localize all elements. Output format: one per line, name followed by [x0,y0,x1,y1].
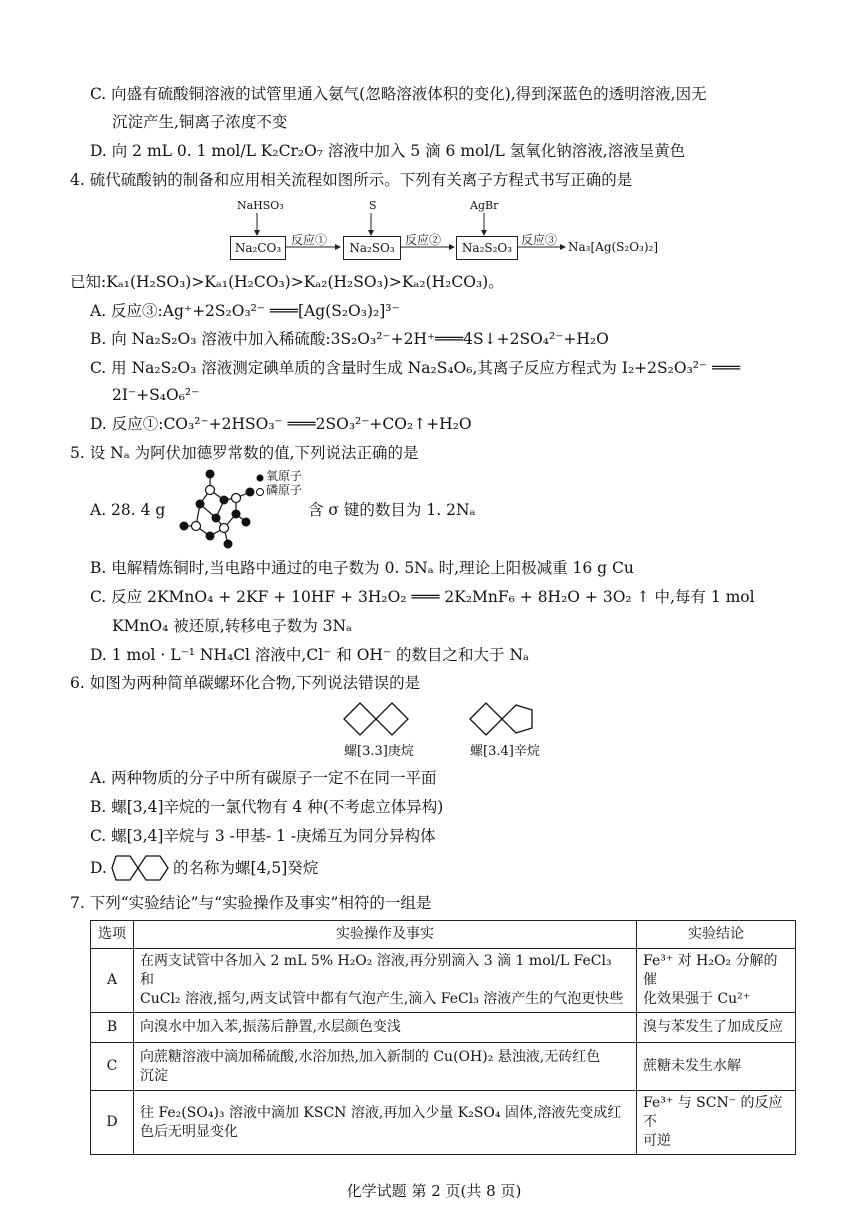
q6-option-d-suffix: 的名称为螺[4,5]癸烷 [173,859,319,877]
q6-option-b: B. 螺[3,4]辛烷的一氯代物有 4 种(不考虑立体异构) [90,798,444,816]
spiro34-ring-2 [502,705,532,733]
flow-reagent-3: AgBr [470,199,499,212]
q7-stem: 7. 下列“实验结论”与“实验操作及事实”相符的一组是 [70,894,432,912]
row-option: A [91,949,134,1013]
q4-option-c-line2: 2I⁻+S₄O₆²⁻ [112,386,200,404]
q6-stem: 6. 如图为两种简单碳螺环化合物,下列说法错误的是 [70,674,421,692]
operation-line: 往 Fe₂(SO₄)₃ 溶液中滴加 KSCN 溶液,再加入少量 K₂SO₄ 固体,溶液先变成红 [140,1104,622,1121]
q5-option-b: B. 电解精炼铜时,当电路中通过的电子数为 0. 5Nₐ 时,理论上阳极减重 16 g Cu [90,559,634,577]
header-conclusion: 实验结论 [637,921,796,949]
table-row [91,949,796,1013]
operation-line: 在两支试管中各加入 2 mL 5% H₂O₂ 溶液,再分别滴入 3 滴 1 mol/L FeCl₃ 和 [140,953,612,988]
header-operation: 实验操作及事实 [134,921,637,949]
row-operation [134,949,637,1013]
flow-arrow-label-3: 反应③ [521,233,558,247]
experiment-table [90,920,796,1155]
row-conclusion: 蔗糖未发生水解 [637,1043,796,1091]
row-option: B [91,1013,134,1043]
row-option: D [91,1091,134,1155]
table-row [91,1043,796,1091]
q4-stem: 4. 硫代硫酸钠的制备和应用相关流程如图所示。下列有关离子方程式书写正确的是 [70,171,633,189]
q6-option-c: C. 螺[3,4]辛烷与 3 -甲基- 1 -庚烯互为同分异构体 [90,827,436,845]
spiro45-structure-icon [110,852,170,884]
table-row [91,1091,796,1155]
q3-option-c-line1: C. 向盛有硫酸铜溶液的试管里通入氨气(忽略溶液体积的变化),得到深蓝色的透明溶液,因无 [90,85,707,103]
operation-line: 沉淀 [140,1067,168,1084]
q4-option-c-line1: C. 用 Na₂S₂O₃ 溶液测定碘单质的含量时生成 Na₂S₄O₆,其离子反应方程式为 I₂+2S₂O₃²⁻ ═══ [90,359,741,377]
row-conclusion [637,1091,796,1155]
row-operation [134,1091,637,1155]
flow-arrow-label-2: 反应② [405,233,442,247]
q3-option-c-line2: 沉淀产生,铜离子浓度不变 [112,113,288,131]
q5-stem: 5. 设 Nₐ 为阿伏加德罗常数的值,下列说法正确的是 [70,444,419,462]
page-footer: 化学试题 第 2 页(共 8 页) [346,1182,522,1200]
flow-product: Na₃[Ag(S₂O₃)₂] [568,240,659,254]
conclusion-line: Fe³⁺ 对 H₂O₂ 分解的催 [643,953,778,988]
legend-phosphorus: 磷原子 [266,483,303,497]
flow-reagent-1: NaHSO₃ [237,199,284,212]
row-operation: 向溴水中加入苯,振荡后静置,水层颜色变浅 [134,1013,637,1043]
conclusion-line: 化效果强于 Cu²⁺ [643,991,751,1007]
table-row [91,1013,796,1043]
spiro34-label: 螺[3.4]辛烷 [470,744,540,759]
spiro33-label: 螺[3.3]庚烷 [344,744,414,759]
spiro33-ring-2 [376,703,408,735]
table-header-row [91,921,796,949]
row-conclusion: 溴与苯发生了加成反应 [637,1013,796,1043]
q5-option-a-suffix: 含 σ 键的数目为 1. 2Nₐ [308,501,476,519]
q4-known: 已知:Kₐ₁(H₂SO₃)>Kₐ₁(H₂CO₃)>Kₐ₂(H₂SO₃)>Kₐ₂(H₂CO₃)。 [70,273,504,291]
operation-line: CuCl₂ 溶液,摇匀,两支试管中都有气泡产生,滴入 FeCl₃ 溶液产生的气泡更快些 [140,991,624,1007]
row-conclusion [637,949,796,1013]
flow-box-na2s2o3: Na₂S₂O₃ [456,236,518,260]
q3-option-d: D. 向 2 mL 0. 1 mol/L K₂Cr₂O₇ 溶液中加入 5 滴 6 mol/L 氢氧化钠溶液,溶液呈黄色 [90,142,686,160]
conclusion-line: 可逆 [643,1133,671,1149]
flow-box-na2so3: Na₂SO₃ [343,236,401,260]
flow-arrow-label-1: 反应① [291,233,328,247]
spiro33-ring-1 [344,703,376,735]
q5-option-c-line1: C. 反应 2KMnO₄ + 2KF + 10HF + 3H₂O₂ ═══ 2K₂MnF₆ + 8H₂O + 3O₂ ↑ 中,每有 1 mol [90,588,755,606]
q5-option-c-line2: KMnO₄ 被还原,转移电子数为 3Nₐ [112,617,353,635]
q4-option-b: B. 向 Na₂S₂O₃ 溶液中加入稀硫酸:3S₂O₃²⁻+2H⁺═══4S↓+2SO₄²⁻+H₂O [90,330,609,348]
conclusion-line: Fe³⁺ 与 SCN⁻ 的反应不 [643,1095,783,1130]
flow-box-na2co3: Na₂CO₃ [230,236,286,260]
legend-oxygen: 氧原子 [266,469,303,483]
q6-option-d-prefix: D. [90,859,107,877]
q5-option-d: D. 1 mol · L⁻¹ NH₄Cl 溶液中,Cl⁻ 和 OH⁻ 的数目之和大于 Nₐ [90,646,530,664]
spiro34-ring-1 [470,703,502,735]
q4-option-d: D. 反应①:CO₃²⁻+2HSO₃⁻ ═══2SO₃²⁻+CO₂↑+H₂O [90,415,472,433]
row-option: C [91,1043,134,1091]
flow-reagent-2: S [369,199,377,212]
q6-option-a: A. 两种物质的分子中所有碳原子一定不在同一平面 [90,769,437,787]
operation-line: 向蔗糖溶液中滴加稀硫酸,水浴加热,加入新制的 Cu(OH)₂ 悬浊液,无砖红色 [140,1048,601,1065]
operation-line: 色后无明显变化 [140,1123,238,1140]
header-option: 选项 [91,921,134,949]
q5-option-a-prefix: A. 28. 4 g [90,501,166,519]
spiro-structures [340,700,580,740]
row-operation [134,1043,637,1091]
q4-option-a: A. 反应③:Ag⁺+2S₂O₃²⁻ ═══[Ag(S₂O₃)₂]³⁻ [90,302,400,320]
